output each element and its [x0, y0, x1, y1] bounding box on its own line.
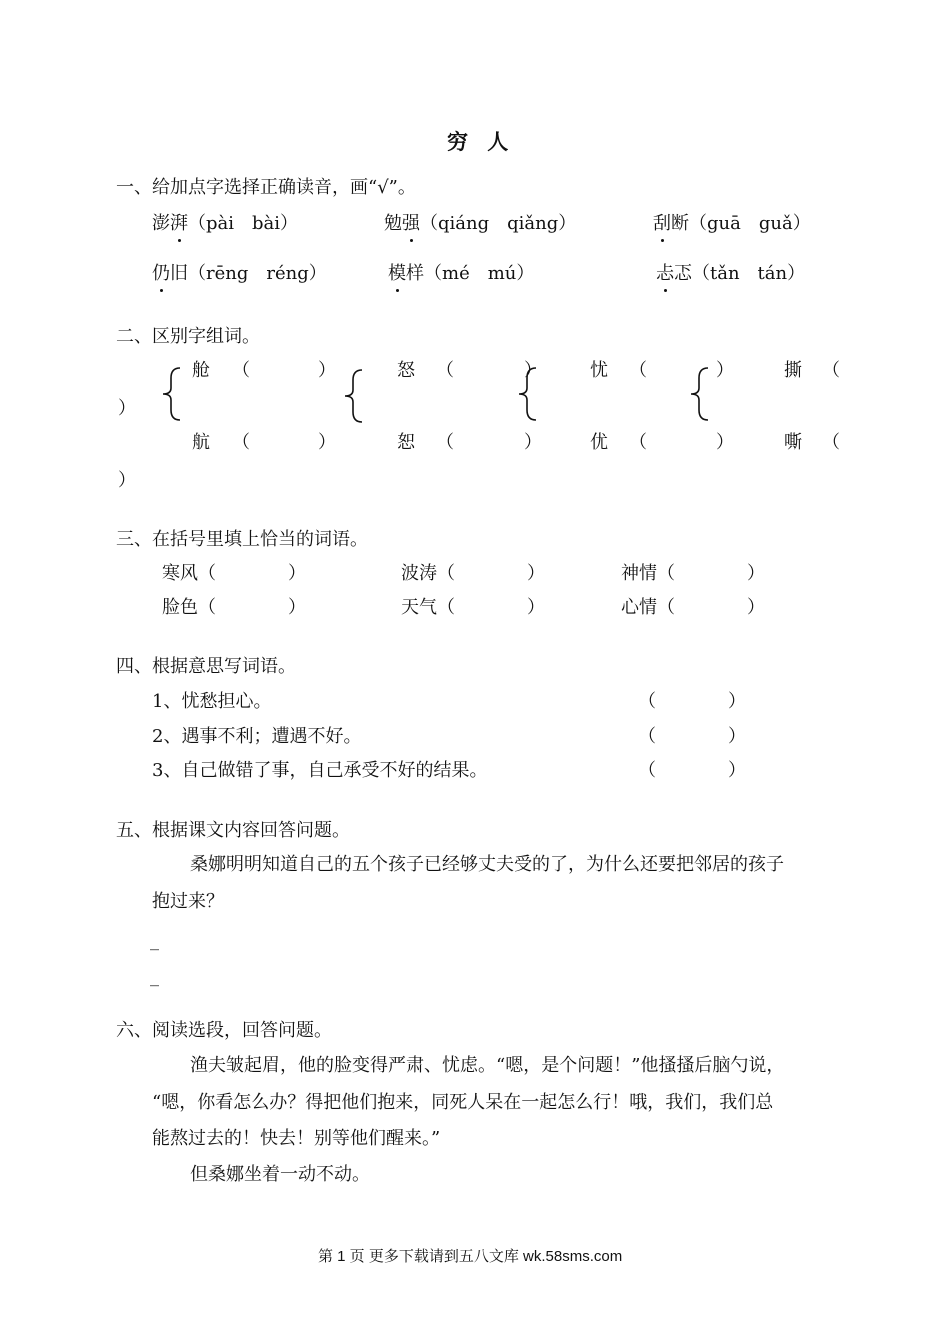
s2-top-char-3: 忧	[590, 360, 608, 381]
s2-top-open-3: （	[629, 360, 647, 381]
s1-item-3-dotted-char: 刮	[653, 213, 671, 234]
s4-blank-2: （ ）	[638, 726, 746, 747]
s1-item-4	[152, 263, 327, 285]
s1-item-4-dotted-char: 仍	[152, 263, 170, 284]
s2-top-char-2: 怒	[397, 360, 415, 381]
s2-top-open-2: （	[436, 360, 454, 381]
s6-paragraph-line-3: 能熬过去的！快去！别等他们醒来。”	[152, 1128, 441, 1149]
brace-2	[342, 368, 364, 424]
s2-top-close-3: ）	[716, 360, 734, 381]
s2-top-char-1: 舱	[192, 360, 210, 381]
s3-row1-item-1: 寒风（ ）	[162, 563, 306, 584]
s1-item-1	[152, 213, 298, 235]
s1-item-3-rest: 断（guā guǎ）	[671, 213, 811, 234]
s2-bottom-close-1: ）	[318, 432, 336, 453]
s1-item-2-dotted-char: 强	[402, 213, 420, 234]
s1-item-5-rest: 样（mé mú）	[406, 263, 535, 284]
section-3-heading: 三、在括号里填上恰当的词语。	[116, 529, 368, 550]
s1-item-4-rest: 旧（rēng réng）	[170, 263, 327, 284]
s2-top-close-1: ）	[318, 360, 336, 381]
s2-bottom-close-3: ）	[716, 432, 734, 453]
s1-item-6	[656, 263, 805, 285]
s2-top-close-4: ）	[118, 398, 136, 419]
s1-item-2-pre: 勉	[384, 213, 402, 234]
section-4-heading: 四、根据意思写词语。	[116, 656, 296, 677]
section-6-heading: 六、阅读选段，回答问题。	[116, 1020, 332, 1041]
s5-answer-line-1: _	[150, 930, 159, 951]
s5-question-line-2: 抱过来？	[152, 891, 224, 912]
s1-item-2	[384, 213, 576, 235]
s2-bottom-open-3: （	[629, 432, 647, 453]
s4-item-2: 2、遇事不利；遭遇不好。	[152, 726, 362, 747]
section-5-heading: 五、根据课文内容回答问题。	[116, 820, 350, 841]
s4-item-1: 1、忧愁担心。	[152, 691, 272, 712]
s4-blank-3: （ ）	[638, 760, 746, 781]
s1-item-5-dotted-char: 模	[388, 263, 406, 284]
section-2-heading: 二、区别字组词。	[116, 326, 260, 347]
s2-bottom-close-4: ）	[118, 470, 136, 491]
s2-bottom-char-2: 恕	[397, 432, 415, 453]
s4-blank-1: （ ）	[638, 691, 746, 712]
s3-row1-item-2: 波涛（ ）	[401, 563, 545, 584]
s2-top-char-4: 撕	[784, 360, 802, 381]
s3-row2-item-3: 心情（ ）	[621, 597, 765, 618]
s5-question-line-1: 桑娜明明知道自己的五个孩子已经够丈夫受的了，为什么还要把邻居的孩子	[190, 854, 784, 875]
s6-paragraph-line-4: 但桑娜坐着一动不动。	[190, 1164, 370, 1185]
s1-item-6-rest: 忑（tǎn tán）	[674, 263, 806, 284]
s2-bottom-char-3: 优	[590, 432, 608, 453]
s2-top-open-4: （	[822, 360, 840, 381]
page-title: 穷 人	[447, 129, 515, 154]
s2-bottom-open-4: （	[822, 432, 840, 453]
section-1-heading: 一、给加点字选择正确读音，画“√”。	[116, 177, 416, 198]
s2-bottom-close-2: ）	[524, 432, 542, 453]
s1-item-5	[388, 263, 534, 285]
s1-item-1-dotted-char: 湃	[170, 213, 188, 234]
brace-4	[688, 366, 710, 422]
s1-item-6-dotted-char: 忐	[656, 263, 674, 284]
s4-item-3: 3、自己做错了事，自己承受不好的结果。	[152, 760, 488, 781]
s6-paragraph-line-2: “嗯，你看怎么办？得把他们抱来，同死人呆在一起怎么行！哦，我们，我们总	[152, 1092, 774, 1113]
s2-top-open-1: （	[232, 360, 250, 381]
s2-bottom-open-1: （	[232, 432, 250, 453]
brace-1	[160, 366, 182, 422]
s1-item-1-rest: （pài bài）	[188, 213, 299, 234]
s6-paragraph-line-1: 渔夫皱起眉，他的脸变得严肃、忧虑。“嗯，是个问题！”他搔搔后脑勺说，	[190, 1055, 785, 1076]
s1-item-3	[653, 213, 811, 235]
s2-top-close-2: ）	[524, 360, 542, 381]
s2-bottom-open-2: （	[436, 432, 454, 453]
s5-answer-line-2: _	[150, 966, 159, 987]
s3-row2-item-2: 天气（ ）	[401, 597, 545, 618]
page-footer: 第 1 页 更多下载请到五八文库 wk.58sms.com	[318, 1248, 623, 1265]
s3-row2-item-1: 脸色（ ）	[162, 597, 306, 618]
s2-bottom-char-1: 航	[192, 432, 210, 453]
s1-item-1-pre: 澎	[152, 213, 170, 234]
s1-item-2-rest: （qiáng qiǎng）	[420, 213, 577, 234]
s3-row1-item-3: 神情（ ）	[621, 563, 765, 584]
s2-bottom-char-4: 嘶	[784, 432, 802, 453]
